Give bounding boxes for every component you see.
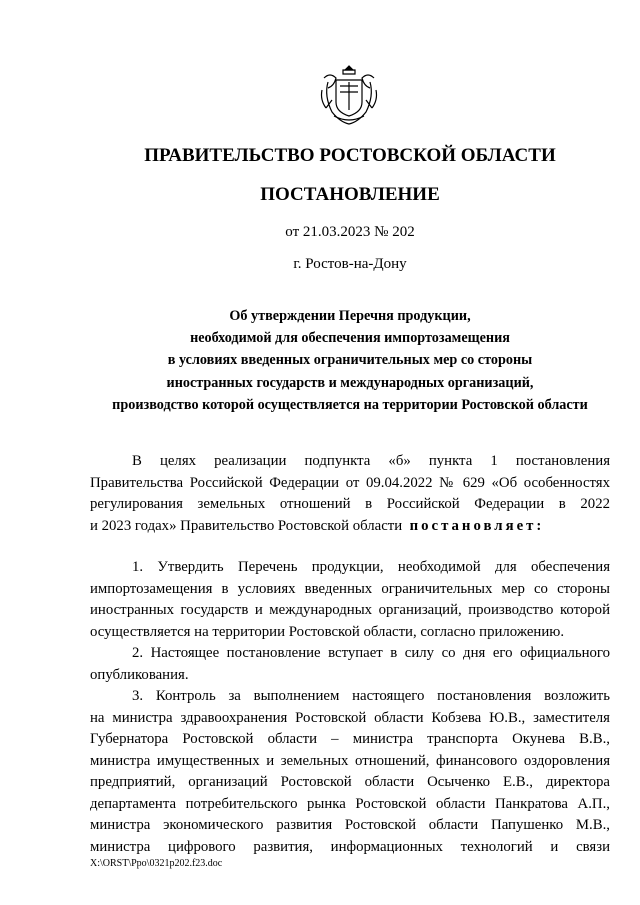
- text-line: министра имущественных и земельных отношений, финансового оздоровления: [90, 752, 610, 769]
- text-line: Губернатора Ростовской области – министра транспорта Окунева В.В.,: [90, 731, 610, 747]
- text-line: на министра здравоохранения Ростовской области Кобзева Ю.В., заместителя: [90, 709, 610, 726]
- text-line: импортозамещения в условиях введенных ограничительных мер со стороны: [90, 580, 610, 597]
- city: г. Ростов-на-Дону: [293, 256, 407, 272]
- file-path-footer: X:\ORST\Ppo\0321p202.f23.doc: [90, 858, 223, 869]
- date-number: от 21.03.2023 № 202: [285, 224, 415, 240]
- text-line: министра цифрового развития, информационных технологий и связи: [90, 838, 610, 855]
- preamble-paragraph: [90, 451, 610, 537]
- coat-of-arms-icon: [314, 60, 384, 130]
- title-line: иностранных государств и международных организаций,: [166, 374, 534, 391]
- items-section: [90, 557, 610, 858]
- text-line: осуществляется на территории Ростовской области, согласно приложению.: [90, 623, 565, 640]
- text-line: департамента потребительского рынка Ростовской области Панкратова А.П.,: [90, 795, 610, 812]
- text-line: иностранных государств и международных организаций, производство которой: [90, 602, 610, 618]
- text-line: министра экономического развития Ростовской области Папушенко М.В.,: [90, 817, 610, 833]
- title-line: необходимой для обеспечения импортозамещения: [190, 330, 510, 347]
- decree-word: постановляет:: [409, 517, 545, 534]
- text-line: В целях реализации подпункта «б» пункта 1 постановления: [132, 453, 610, 469]
- title-line: Об утверждении Перечня продукции,: [229, 308, 471, 324]
- document-type-heading: ПОСТАНОВЛЕНИЕ: [260, 184, 440, 205]
- text-span: и 2023 годах» Правительство Ростовской области: [90, 517, 403, 534]
- government-heading: ПРАВИТЕЛЬСТВО РОСТОВСКОЙ ОБЛАСТИ: [144, 145, 556, 166]
- text-line: предприятий, организаций Ростовской области Осыченко Е.В., директора: [90, 774, 610, 790]
- text-line: 3. Контроль за выполнением настоящего постановления возложить: [132, 688, 610, 704]
- document-title: [90, 305, 610, 416]
- text-line: 2. Настоящее постановление вступает в силу со дня его официального: [132, 645, 610, 661]
- text-line: [90, 516, 610, 538]
- title-line: производство которой осуществляется на территории Ростовской области: [112, 396, 588, 413]
- text-line: опубликования.: [90, 666, 189, 683]
- text-line: 1. Утвердить Перечень продукции, необходимой для обеспечения: [132, 559, 610, 575]
- text-line: Правительства Российской Федерации от 09.04.2022 № 629 «Об особенностях: [90, 474, 610, 491]
- title-line: в условиях введенных ограничительных мер со стороны: [167, 352, 533, 369]
- text-line: регулирования земельных отношений в Российской Федерации в 2022: [90, 496, 610, 512]
